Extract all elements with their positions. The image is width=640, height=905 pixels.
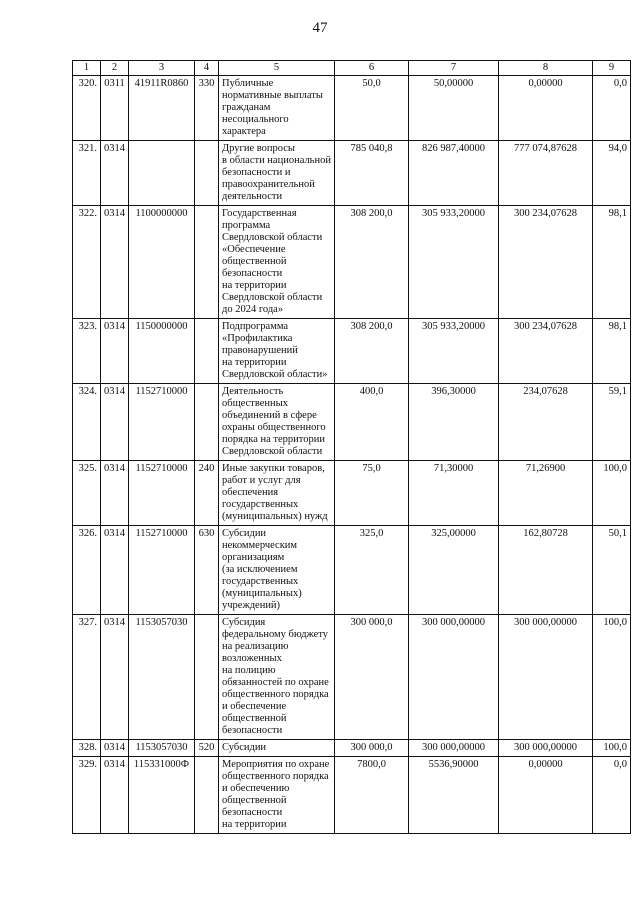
planned-amount-cell: 400,0 <box>335 384 409 461</box>
item-name-cell <box>219 757 335 834</box>
column-header: 7 <box>409 61 499 76</box>
approved-amount-cell: 325,00000 <box>409 526 499 615</box>
row-number-cell: 325. <box>73 461 101 526</box>
planned-amount-cell: 300 000,0 <box>335 740 409 757</box>
column-header: 9 <box>593 61 631 76</box>
item-name-line: порядка на территории <box>222 434 325 445</box>
expense-type-cell <box>195 757 219 834</box>
target-code-cell: 115331000Ф <box>129 757 195 834</box>
item-name-line: (муниципальных) <box>222 588 302 599</box>
item-name-line: Иные закупки товаров, <box>222 463 325 474</box>
item-name-line: Государственная <box>222 208 297 219</box>
item-name-line: Субсидия <box>222 617 266 628</box>
item-name-line: правоохранительной <box>222 179 315 190</box>
section-code-cell: 0314 <box>101 740 129 757</box>
column-header: 5 <box>219 61 335 76</box>
item-name-line: безопасности <box>222 807 283 818</box>
item-name-line: характера <box>222 126 266 137</box>
execution-percent-cell: 0,0 <box>593 757 631 834</box>
item-name-cell <box>219 740 335 757</box>
approved-amount-cell: 826 987,40000 <box>409 141 499 206</box>
planned-amount-cell: 785 040,8 <box>335 141 409 206</box>
execution-percent-cell: 50,1 <box>593 526 631 615</box>
item-name-cell <box>219 461 335 526</box>
item-name-line: охраны общественного <box>222 422 326 433</box>
column-header: 8 <box>499 61 593 76</box>
item-name-line: Свердловской области <box>222 446 323 457</box>
page-number: 47 <box>312 20 328 36</box>
table-row <box>73 76 631 141</box>
executed-amount-cell: 300 000,00000 <box>499 740 593 757</box>
target-code-cell <box>129 141 195 206</box>
executed-amount-cell: 300 000,00000 <box>499 615 593 740</box>
column-header: 1 <box>73 61 101 76</box>
item-name-line: общественного порядка <box>222 689 329 700</box>
item-name-line: деятельности <box>222 191 283 202</box>
item-name-line: Публичные <box>222 78 274 89</box>
item-name-line: гражданам <box>222 102 271 113</box>
row-number-cell: 327. <box>73 615 101 740</box>
executed-amount-cell: 300 234,07628 <box>499 206 593 319</box>
target-code-cell: 1153057030 <box>129 740 195 757</box>
target-code-cell: 1152710000 <box>129 461 195 526</box>
approved-amount-cell: 71,30000 <box>409 461 499 526</box>
table-row <box>73 206 631 319</box>
item-name-line: возложенных <box>222 653 282 664</box>
planned-amount-cell: 50,0 <box>335 76 409 141</box>
executed-amount-cell: 71,26900 <box>499 461 593 526</box>
row-number-cell: 324. <box>73 384 101 461</box>
target-code-cell: 1153057030 <box>129 615 195 740</box>
execution-percent-cell: 98,1 <box>593 206 631 319</box>
executed-amount-cell: 0,00000 <box>499 757 593 834</box>
execution-percent-cell: 100,0 <box>593 461 631 526</box>
item-name-line: и обеспечение <box>222 701 287 712</box>
table-row <box>73 319 631 384</box>
item-name-line: государственных <box>222 499 299 510</box>
table-row <box>73 526 631 615</box>
item-name-line: Свердловской области <box>222 232 323 243</box>
item-name-line: Подпрограмма <box>222 321 289 332</box>
table-row <box>73 384 631 461</box>
table-row <box>73 740 631 757</box>
item-name-line: нормативные выплаты <box>222 90 323 101</box>
item-name-line: государственных <box>222 576 299 587</box>
row-number-cell: 328. <box>73 740 101 757</box>
approved-amount-cell: 305 933,20000 <box>409 319 499 384</box>
item-name-line: (за исключением <box>222 564 298 575</box>
item-name-line: обязанностей по охране <box>222 677 329 688</box>
table-row <box>73 615 631 740</box>
planned-amount-cell: 308 200,0 <box>335 206 409 319</box>
row-number-cell: 326. <box>73 526 101 615</box>
expense-type-cell: 630 <box>195 526 219 615</box>
approved-amount-cell: 5536,90000 <box>409 757 499 834</box>
expense-type-cell <box>195 141 219 206</box>
item-name-line: до 2024 года» <box>222 304 284 315</box>
item-name-line: и обеспечению <box>222 783 290 794</box>
item-name-line: Субсидии <box>222 528 267 539</box>
column-header: 6 <box>335 61 409 76</box>
section-code-cell: 0314 <box>101 384 129 461</box>
execution-percent-cell: 94,0 <box>593 141 631 206</box>
section-code-cell: 0314 <box>101 319 129 384</box>
column-header: 3 <box>129 61 195 76</box>
expense-type-cell <box>195 319 219 384</box>
target-code-cell: 41911R0860 <box>129 76 195 141</box>
approved-amount-cell: 305 933,20000 <box>409 206 499 319</box>
target-code-cell: 1100000000 <box>129 206 195 319</box>
item-name-line: федеральному бюджету <box>222 629 329 640</box>
item-name-cell <box>219 206 335 319</box>
item-name-line: Другие вопросы <box>222 143 295 154</box>
item-name-line: программа <box>222 220 271 231</box>
item-name-line: в области национальной <box>222 155 331 166</box>
row-number-cell: 320. <box>73 76 101 141</box>
execution-percent-cell: 100,0 <box>593 615 631 740</box>
table-row <box>73 141 631 206</box>
item-name-line: на территории <box>222 357 287 368</box>
planned-amount-cell: 300 000,0 <box>335 615 409 740</box>
row-number-cell: 321. <box>73 141 101 206</box>
column-header: 2 <box>101 61 129 76</box>
section-code-cell: 0314 <box>101 526 129 615</box>
item-name-line: на территории <box>222 819 287 830</box>
item-name-line: безопасности и <box>222 167 291 178</box>
item-name-line: общественной <box>222 713 287 724</box>
item-name-line: объединений в сфере <box>222 410 317 421</box>
section-code-cell: 0314 <box>101 206 129 319</box>
expense-type-cell: 240 <box>195 461 219 526</box>
section-code-cell: 0314 <box>101 615 129 740</box>
item-name-line: организациям <box>222 552 285 563</box>
expense-type-cell: 330 <box>195 76 219 141</box>
table-body <box>73 76 631 834</box>
target-code-cell: 1150000000 <box>129 319 195 384</box>
item-name-line: «Обеспечение <box>222 244 286 255</box>
execution-percent-cell: 98,1 <box>593 319 631 384</box>
item-name-line: Свердловской области <box>222 292 323 303</box>
expense-type-cell <box>195 615 219 740</box>
item-name-cell <box>219 141 335 206</box>
expense-type-cell: 520 <box>195 740 219 757</box>
item-name-line: Субсидии <box>222 742 267 753</box>
item-name-line: некоммерческим <box>222 540 298 551</box>
item-name-line: общественных <box>222 398 288 409</box>
table-row <box>73 757 631 834</box>
item-name-line: учреждений) <box>222 600 281 611</box>
header-row <box>73 61 631 76</box>
expense-type-cell <box>195 206 219 319</box>
item-name-cell <box>219 526 335 615</box>
table-row <box>73 461 631 526</box>
section-code-cell: 0314 <box>101 141 129 206</box>
target-code-cell: 1152710000 <box>129 384 195 461</box>
executed-amount-cell: 162,80728 <box>499 526 593 615</box>
item-name-line: безопасности <box>222 725 283 736</box>
planned-amount-cell: 308 200,0 <box>335 319 409 384</box>
approved-amount-cell: 300 000,00000 <box>409 740 499 757</box>
expense-type-cell <box>195 384 219 461</box>
item-name-line: (муниципальных) нужд <box>222 511 328 522</box>
item-name-line: несоциального <box>222 114 289 125</box>
row-number-cell: 322. <box>73 206 101 319</box>
planned-amount-cell: 75,0 <box>335 461 409 526</box>
section-code-cell: 0314 <box>101 461 129 526</box>
item-name-line: «Профилактика <box>222 333 293 344</box>
column-header: 4 <box>195 61 219 76</box>
approved-amount-cell: 50,00000 <box>409 76 499 141</box>
budget-table <box>72 60 631 834</box>
execution-percent-cell: 0,0 <box>593 76 631 141</box>
item-name-line: Мероприятия по охране <box>222 759 330 770</box>
section-code-cell: 0314 <box>101 757 129 834</box>
item-name-line: общественной <box>222 795 287 806</box>
item-name-cell <box>219 319 335 384</box>
item-name-line: общественного порядка <box>222 771 329 782</box>
item-name-line: Деятельность <box>222 386 284 397</box>
item-name-line: на территории <box>222 280 287 291</box>
target-code-cell: 1152710000 <box>129 526 195 615</box>
item-name-line: общественной <box>222 256 287 267</box>
item-name-line: работ и услуг для <box>222 475 301 486</box>
approved-amount-cell: 300 000,00000 <box>409 615 499 740</box>
item-name-cell <box>219 615 335 740</box>
executed-amount-cell: 300 234,07628 <box>499 319 593 384</box>
approved-amount-cell: 396,30000 <box>409 384 499 461</box>
execution-percent-cell: 59,1 <box>593 384 631 461</box>
item-name-cell <box>219 384 335 461</box>
executed-amount-cell: 234,07628 <box>499 384 593 461</box>
execution-percent-cell: 100,0 <box>593 740 631 757</box>
section-code-cell: 0311 <box>101 76 129 141</box>
planned-amount-cell: 325,0 <box>335 526 409 615</box>
item-name-line: Свердловской области» <box>222 369 328 380</box>
item-name-cell <box>219 76 335 141</box>
item-name-line: обеспечения <box>222 487 279 498</box>
item-name-line: безопасности <box>222 268 283 279</box>
executed-amount-cell: 777 074,87628 <box>499 141 593 206</box>
item-name-line: на полицию <box>222 665 276 676</box>
planned-amount-cell: 7800,0 <box>335 757 409 834</box>
item-name-line: правонарушений <box>222 345 298 356</box>
row-number-cell: 323. <box>73 319 101 384</box>
row-number-cell: 329. <box>73 757 101 834</box>
item-name-line: на реализацию <box>222 641 289 652</box>
executed-amount-cell: 0,00000 <box>499 76 593 141</box>
